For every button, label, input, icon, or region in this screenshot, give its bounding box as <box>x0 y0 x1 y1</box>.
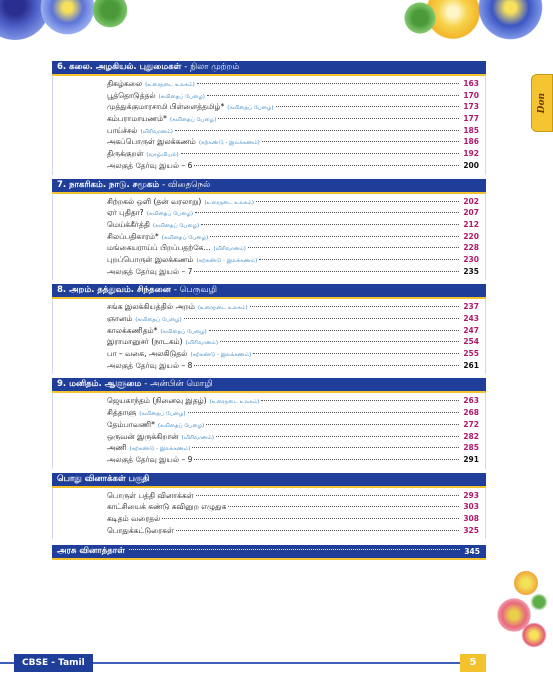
entry-page-number: 170 <box>463 90 479 100</box>
entry-page-number: 173 <box>463 102 479 112</box>
entry-title: காட்சியைக் கண்டு கவினுற எழுதுக <box>107 502 227 512</box>
entry-page-number: 202 <box>463 196 479 206</box>
entry-page-number: 235 <box>463 266 479 276</box>
dot-leader <box>129 549 460 550</box>
entry-page-number: 207 <box>463 208 479 218</box>
dot-leader <box>262 141 459 142</box>
entry-title: ஞானம் <box>107 314 133 323</box>
entry-page-number: 291 <box>463 454 479 464</box>
entry-category: (விரிவானம்) <box>213 246 246 253</box>
entry-page-number: 254 <box>463 337 479 347</box>
entry-title: காலக்கணிதம்* <box>107 325 158 335</box>
footer <box>0 653 553 673</box>
entry-title: கம்பராமாயணம்* <box>107 114 167 124</box>
entry-title: பாய்ச்சல் <box>107 125 138 135</box>
entry-page-number: 293 <box>463 490 479 500</box>
entry-page-number: 228 <box>463 243 479 253</box>
toc-entry[interactable] <box>53 325 485 337</box>
entry-title: சிலப்பதிகாரம்* <box>107 231 159 241</box>
entry-page-number: 272 <box>463 419 479 429</box>
dot-leader <box>210 236 459 237</box>
toc-entry[interactable] <box>53 313 485 325</box>
section-entries <box>52 488 486 540</box>
entry-title: அகப்பொருள் இலக்கணம் <box>107 137 196 147</box>
entry-category: (விரிவானம்) <box>185 340 218 347</box>
entry-page-number: 325 <box>463 525 479 535</box>
entry-page-number: 247 <box>463 325 479 335</box>
entry-page-number: 263 <box>463 396 479 406</box>
toc-entry[interactable] <box>53 431 485 443</box>
dot-leader <box>162 518 459 519</box>
toc-entry[interactable] <box>53 136 485 148</box>
section-entries <box>52 76 486 175</box>
section-title: 8. அறம். தத்துவம். சிந்தனை <box>57 285 171 296</box>
entry-title: கடிதம் வரைதல் <box>107 513 161 523</box>
flower-decoration-top-left <box>0 0 140 58</box>
entry-title: ஜெயகாந்தம் (நினைவு இதழ்) <box>107 396 207 406</box>
section-header[interactable] <box>52 179 486 194</box>
section-header[interactable] <box>52 61 486 76</box>
entry-page-number: 230 <box>463 254 479 264</box>
section-entries <box>52 393 486 468</box>
entry-category: (விரிவானம்) <box>140 128 173 135</box>
dot-leader <box>195 212 459 213</box>
entry-title: முத்துக்குமாரசாமி பிள்ளைத்தமிழ்* <box>107 102 225 112</box>
dot-leader <box>206 424 459 425</box>
dot-leader <box>207 95 459 96</box>
section-header[interactable] <box>52 473 486 488</box>
entry-title: ஏர் புதிதா? <box>107 208 144 218</box>
entry-page-number: 303 <box>463 502 479 512</box>
dot-leader <box>196 495 459 496</box>
toc-entry[interactable] <box>53 419 485 431</box>
entry-category: (உரைநடை உலகம்) <box>204 199 254 206</box>
toc-section <box>52 179 486 281</box>
entry-category: (விரிவானம்) <box>181 434 214 441</box>
dot-leader <box>201 224 459 225</box>
entry-page-number: 200 <box>463 160 479 170</box>
toc-entry[interactable] <box>53 490 485 502</box>
entry-category: (கவிதைப் பேழை) <box>146 211 193 218</box>
dot-leader <box>209 330 459 331</box>
section-subtitle: - பெருவழி <box>173 285 217 296</box>
entry-page-number: 186 <box>463 137 479 147</box>
entry-category: (கவிதைப் பேழை) <box>227 105 274 112</box>
entry-page-number: 282 <box>463 431 479 441</box>
section-title: 7. நாகரிகம். நாடு. சமூகம் <box>57 179 160 190</box>
entry-title: அணி <box>107 443 127 453</box>
toc-entry[interactable] <box>53 160 485 172</box>
entry-page-number: 220 <box>463 231 479 241</box>
dot-leader <box>276 106 459 107</box>
toc-entry[interactable] <box>53 336 485 348</box>
entry-page-number: 163 <box>463 79 479 88</box>
toc-section <box>52 284 486 374</box>
final-section-page: 345 <box>464 547 480 557</box>
entry-category: (கற்கண்டு - இலக்கணம்) <box>196 257 258 264</box>
dot-leader <box>250 306 459 307</box>
footer-subject-label: CBSE - Tamil <box>14 654 93 672</box>
entry-page-number: 308 <box>463 513 479 523</box>
section-entries <box>52 299 486 374</box>
section-subtitle: - நிலா முற்றம் <box>184 62 240 72</box>
dot-leader <box>194 271 459 272</box>
entry-title: பொருள் பத்தி வினாக்கள் <box>107 490 194 500</box>
entry-title: அலகுத் தேர்வு இயல் – 7 <box>107 266 193 276</box>
flower-decoration-bottom-right <box>493 568 553 658</box>
toc-entry[interactable] <box>53 395 485 407</box>
dot-leader <box>248 247 459 248</box>
entry-category: (கவிதைப் பேழை) <box>139 411 186 418</box>
entry-title: பொதுக்கட்டுரைகள் <box>107 525 174 535</box>
entry-page-number: 255 <box>463 349 479 359</box>
toc-entry[interactable] <box>53 501 485 513</box>
entry-category: (உரைநடை உலகம்) <box>209 399 260 406</box>
toc-entry[interactable] <box>53 407 485 419</box>
toc-sections <box>52 61 486 539</box>
toc-entry[interactable] <box>53 348 485 360</box>
section-title: 6. கலை. அழகியல். புதுமைகள் <box>57 62 182 72</box>
dot-leader <box>184 318 459 319</box>
dot-leader <box>253 353 459 354</box>
dot-leader <box>176 530 459 531</box>
toc-entry[interactable] <box>53 78 485 90</box>
toc-entry[interactable] <box>53 90 485 102</box>
toc-entry[interactable] <box>53 148 485 160</box>
dot-leader <box>194 459 459 460</box>
entry-title: அலகுத் தேர்வு இயல் – 9 <box>107 454 193 464</box>
entry-category: (கவிதைப் பேழை) <box>160 328 207 335</box>
entry-category: (கவிதைப் பேழை) <box>152 222 200 229</box>
dot-leader <box>259 259 459 260</box>
dot-leader <box>188 412 459 413</box>
dot-leader <box>175 130 459 131</box>
section-header[interactable] <box>52 284 486 299</box>
toc-entry[interactable] <box>53 266 485 278</box>
side-tab <box>531 74 553 132</box>
entry-title: அலகுத் தேர்வு இயல் – 6 <box>107 160 193 170</box>
toc-entry[interactable] <box>53 242 485 254</box>
section-entries <box>52 194 486 281</box>
dot-leader <box>192 447 459 448</box>
toc-section <box>52 61 486 175</box>
entry-category: (கற்கண்டு - இலக்கணம்) <box>129 446 191 453</box>
toc-section <box>52 378 486 468</box>
entry-title: சங்க இலக்கியத்தில் அறம் <box>107 302 195 312</box>
entry-title: பூத்தொடுத்தல் <box>107 90 156 100</box>
entry-title: திகழ்கலை <box>107 79 143 88</box>
toc-entry[interactable] <box>53 442 485 454</box>
entry-page-number: 192 <box>463 149 479 159</box>
entry-page-number: 268 <box>463 408 479 418</box>
entry-title: அலகுத் தேர்வு இயல் – 8 <box>107 360 193 370</box>
toc-entry[interactable] <box>53 231 485 243</box>
flower-decoration-top-right <box>413 0 553 58</box>
toc-entry[interactable] <box>53 207 485 219</box>
dot-leader <box>194 365 459 366</box>
toc-entry[interactable] <box>53 196 485 208</box>
entry-title: மெய்க்கீர்த்தி <box>107 219 150 229</box>
toc-entry[interactable] <box>53 219 485 231</box>
dot-leader <box>218 118 459 119</box>
entry-page-number: 237 <box>463 302 479 312</box>
section-title: 9. மனிதம். ஆளுமை <box>57 379 142 390</box>
entry-category: (கவிதைப் பேழை) <box>135 317 182 323</box>
entry-title: ஒருவன் இருக்கிறான் <box>107 431 179 441</box>
final-section-title: அரசு வினாத்தாள் <box>57 546 125 557</box>
toc-entry[interactable] <box>53 125 485 137</box>
toc-entry[interactable] <box>53 454 485 466</box>
entry-title: சிற்றகல் ஒளி (தன் வரலாறு) <box>107 196 202 206</box>
entry-page-number: 212 <box>463 219 479 229</box>
entry-category: (கவிதைப் பேழை) <box>158 93 205 100</box>
entry-page-number: 285 <box>463 443 479 453</box>
dot-leader <box>181 153 459 154</box>
dot-leader <box>216 436 459 437</box>
toc-section <box>52 473 486 540</box>
dot-leader <box>197 83 459 84</box>
dot-leader <box>261 400 459 401</box>
side-tab-label: Don <box>537 92 547 114</box>
dot-leader <box>256 201 459 202</box>
entry-title: புறப்பொருள் இலக்கணம் <box>107 254 194 264</box>
entry-category: (உரைநடை உலகம்) <box>197 305 248 312</box>
toc-entry[interactable] <box>53 360 485 372</box>
dot-leader <box>228 506 459 507</box>
entry-category: (வாழ்வியல்) <box>146 152 179 159</box>
section-subtitle: - அன்பின் மொழி <box>144 379 213 390</box>
entry-page-number: 177 <box>463 114 479 124</box>
entry-page-number: 185 <box>463 125 479 135</box>
final-section-header[interactable] <box>52 545 486 560</box>
entry-title: இராமானுசர் (நாடகம்) <box>107 337 183 347</box>
entry-page-number: 243 <box>463 314 479 323</box>
entry-title: பா – வகை, அலகிடுதல் <box>107 349 188 359</box>
entry-category: (கற்கண்டு - இலக்கணம்) <box>190 352 252 359</box>
dot-leader <box>220 341 459 342</box>
section-subtitle: - விதைநெல் <box>162 179 211 190</box>
entry-title: மங்கையராய்ப் பிறப்பதற்கே... <box>107 243 211 253</box>
toc-entry[interactable] <box>53 301 485 313</box>
toc-entry[interactable] <box>53 525 485 537</box>
entry-category: (கவிதைப் பேழை) <box>161 234 209 241</box>
entry-category: (கற்கண்டு - இலக்கணம்) <box>198 140 260 147</box>
entry-page-number: 261 <box>463 360 479 370</box>
toc-entry[interactable] <box>53 513 485 525</box>
toc-entry[interactable] <box>53 254 485 266</box>
entry-category: (உரைநடை உலகம்) <box>145 82 195 88</box>
entry-category: (கவிதைப் பேழை) <box>169 117 217 124</box>
entry-title: சித்தாளு <box>107 408 137 418</box>
table-of-contents <box>52 61 486 560</box>
entry-title: தேம்பாவணி* <box>107 419 155 429</box>
section-title: பொது வினாக்கள் பகுதி <box>57 473 150 484</box>
dot-leader <box>194 165 459 166</box>
toc-entry[interactable] <box>53 101 485 113</box>
entry-category: (கவிதைப் பேழை) <box>157 422 205 429</box>
section-header[interactable] <box>52 378 486 393</box>
footer-page-number: 5 <box>460 654 486 672</box>
entry-title: திருக்குறள் <box>107 149 144 159</box>
